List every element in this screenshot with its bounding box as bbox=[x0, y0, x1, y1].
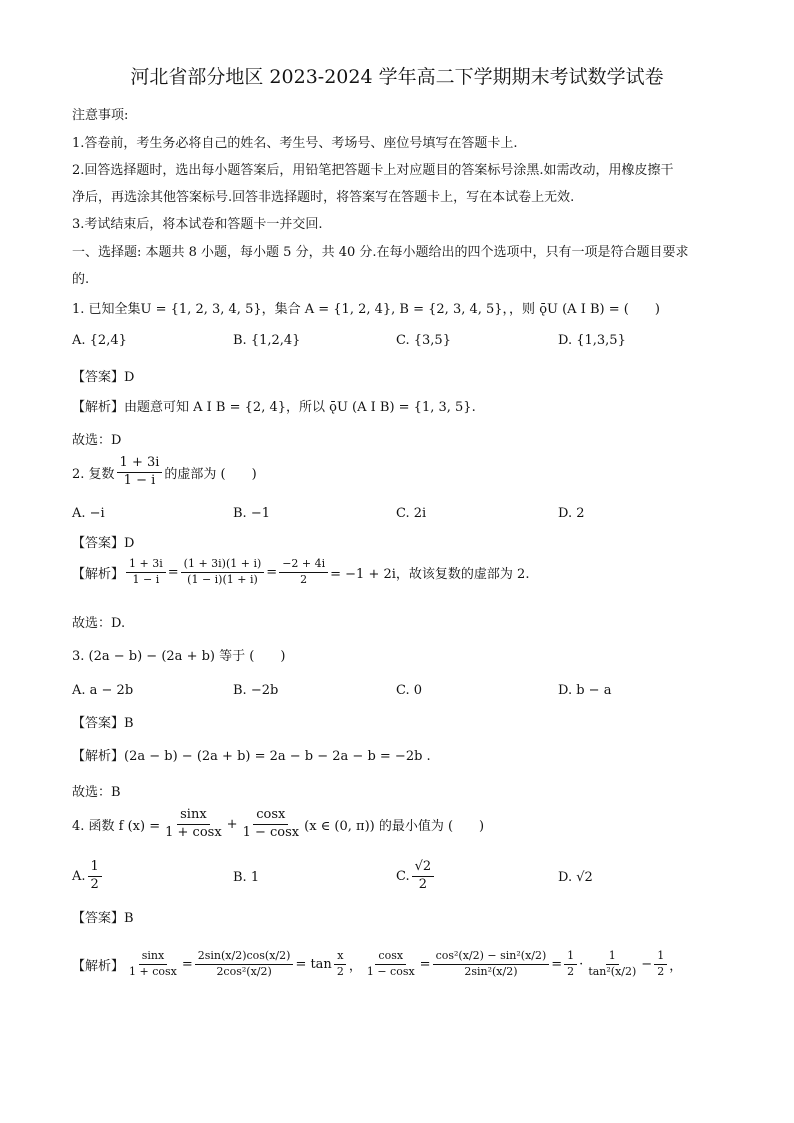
section-heading: 一、选择题: 本题共 8 小题，每小题 5 分，共 40 分.在每小题给出的四个选项中，只有一项是符合题目要求 bbox=[72, 245, 689, 260]
q4-analysis bbox=[72, 950, 682, 978]
note-line-1: 1.答卷前，考生务必将自己的姓名、考生号、考场号、座位号填写在答题卡上. bbox=[72, 136, 518, 151]
frac-den: 2sin²(x/2) bbox=[464, 964, 518, 978]
frac-num: (1 + 3i)(1 + i) bbox=[181, 558, 265, 573]
answer-label: 【答案】 bbox=[72, 911, 125, 926]
q1-analysis-text: 由题意可知 A I B = {2, 4}，所以 ǭU (A I B) = {1, 3, 5}. bbox=[124, 400, 476, 415]
frac-den: 2 bbox=[336, 964, 344, 978]
q2-option-b: B. −1 bbox=[233, 506, 270, 521]
q1-option-b: B. {1,2,4} bbox=[233, 333, 301, 348]
q2-an-frac-1 bbox=[126, 558, 166, 586]
q4-option-a-frac bbox=[88, 860, 102, 893]
frac-num: sinx bbox=[177, 808, 210, 825]
q4-an-frac-6 bbox=[564, 950, 577, 978]
q4-an-frac-5 bbox=[433, 950, 550, 978]
q4-option-d: D. √2 bbox=[558, 870, 593, 885]
frac-num: −2 + 4i bbox=[279, 558, 328, 573]
q2-option-a: A. −i bbox=[72, 506, 105, 521]
note-line-2: 2.回答选择题时，选出每小题答案后，用铅笔把答题卡上对应题目的答案标号涂黑.如需改动，用橡皮擦干 bbox=[72, 163, 674, 178]
analysis-label: 【解析】 bbox=[72, 749, 125, 764]
comma: ， bbox=[348, 958, 362, 974]
option-label: C. bbox=[396, 868, 410, 884]
q1-option-c: C. {3,5} bbox=[396, 333, 451, 348]
frac-den: 2 bbox=[567, 964, 575, 978]
frac-num: sinx bbox=[139, 950, 167, 965]
q2-frac-den: 1 − i bbox=[123, 472, 156, 488]
q4-stem-prefix: 4. 函数 f (x) = bbox=[72, 818, 161, 834]
q4-option-c bbox=[396, 860, 436, 893]
q4-option-b: B. 1 bbox=[233, 870, 260, 885]
q2-option-d: D. 2 bbox=[558, 506, 585, 521]
q3-answer bbox=[72, 712, 134, 731]
q4-option-c-frac bbox=[412, 860, 435, 893]
frac-num: 1 bbox=[88, 860, 102, 877]
section-heading-cont: 的. bbox=[72, 272, 90, 287]
q3-analysis-text: (2a − b) − (2a + b) = 2a − b − 2a − b = −2b . bbox=[124, 749, 431, 764]
equals: = bbox=[167, 564, 179, 580]
q2-option-c: C. 2i bbox=[396, 506, 427, 521]
note-line-4: 3.考试结束后，将本试卷和答题卡一并交回. bbox=[72, 217, 323, 232]
frac-num: 1 + 3i bbox=[126, 558, 166, 573]
frac-num: 1 bbox=[654, 950, 667, 965]
q2-choose bbox=[72, 612, 125, 631]
q3-option-d: D. b − a bbox=[558, 683, 612, 698]
equals: = bbox=[181, 956, 193, 972]
q4-option-a bbox=[72, 860, 104, 893]
q3-answer-value: B bbox=[124, 716, 134, 731]
q4-an-frac-3 bbox=[334, 950, 347, 978]
comma: ， bbox=[669, 958, 683, 974]
q3-option-c: C. 0 bbox=[396, 683, 423, 698]
equals: = bbox=[551, 956, 563, 972]
q3-option-a: A. a − 2b bbox=[72, 683, 134, 698]
frac-den: tan²(x/2) bbox=[588, 964, 637, 978]
frac-num: √2 bbox=[412, 860, 435, 877]
answer-label: 【答案】 bbox=[72, 370, 125, 385]
q2-stem-prefix: 2. 复数 bbox=[72, 466, 115, 482]
q1-answer bbox=[72, 366, 134, 385]
q4-answer bbox=[72, 907, 134, 926]
analysis-label: 【解析】 bbox=[72, 958, 125, 974]
choose-label: 故选： bbox=[72, 433, 112, 448]
frac-den: 2 bbox=[90, 876, 99, 892]
q3-choose bbox=[72, 781, 121, 800]
frac-num: 1 bbox=[606, 950, 619, 965]
q4-answer-value: B bbox=[124, 911, 134, 926]
frac-den: 1 − i bbox=[132, 572, 160, 586]
q4-an-frac-4 bbox=[364, 950, 418, 978]
q1-analysis bbox=[72, 396, 476, 415]
tan-text: = tan bbox=[295, 956, 332, 972]
frac-num: 1 bbox=[564, 950, 577, 965]
q4-an-frac-7 bbox=[585, 950, 639, 978]
q2-an-frac-3 bbox=[279, 558, 328, 586]
q4-stem bbox=[72, 808, 484, 841]
dot: · bbox=[579, 956, 584, 972]
answer-label: 【答案】 bbox=[72, 536, 125, 551]
frac-den: 2 bbox=[657, 964, 665, 978]
q4-an-frac-8 bbox=[654, 950, 667, 978]
q2-answer-value: D bbox=[124, 536, 135, 551]
frac-num: cosx bbox=[253, 808, 288, 825]
q4-frac-1 bbox=[162, 808, 225, 841]
frac-num: x bbox=[334, 950, 346, 965]
q2-an-tail: = −1 + 2i，故该复数的虚部为 2. bbox=[330, 566, 530, 582]
choose-label: 故选： bbox=[72, 616, 112, 631]
q4-an-frac-1 bbox=[126, 950, 180, 978]
frac-num: 2sin(x/2)cos(x/2) bbox=[195, 950, 294, 965]
analysis-label: 【解析】 bbox=[72, 566, 125, 582]
frac-num: cos²(x/2) − sin²(x/2) bbox=[433, 950, 550, 965]
q2-analysis bbox=[72, 558, 529, 586]
frac-den: 1 − cosx bbox=[366, 964, 415, 978]
q2-an-frac-2 bbox=[181, 558, 265, 586]
q2-choose-value: D. bbox=[111, 616, 126, 631]
equals: = bbox=[266, 564, 278, 580]
q4-frac-2 bbox=[240, 808, 303, 841]
minus: − bbox=[641, 956, 653, 972]
equals: = bbox=[419, 956, 431, 972]
q2-fraction bbox=[117, 456, 163, 489]
frac-den: 2 bbox=[300, 572, 308, 586]
notes-heading: 注意事项: bbox=[72, 108, 129, 123]
frac-den: 2 bbox=[418, 876, 428, 892]
q2-answer bbox=[72, 532, 134, 551]
q3-choose-value: B bbox=[111, 785, 121, 800]
option-label: A. bbox=[72, 868, 86, 884]
frac-den: 2cos²(x/2) bbox=[216, 964, 272, 978]
q4-an-frac-2 bbox=[195, 950, 294, 978]
q1-option-a: A. {2,4} bbox=[72, 333, 127, 348]
q2-stem bbox=[72, 456, 257, 489]
note-line-3: 净后，再选涂其他答案标号.回答非选择题时，将答案写在答题卡上，写在本试卷上无效. bbox=[72, 190, 575, 205]
q3-option-b: B. −2b bbox=[233, 683, 279, 698]
frac-den: (1 − i)(1 + i) bbox=[187, 572, 258, 586]
q1-choose bbox=[72, 429, 121, 448]
frac-den: 1 + cosx bbox=[165, 824, 222, 840]
frac-num: cosx bbox=[375, 950, 406, 965]
frac-den: 1 − cosx bbox=[242, 824, 300, 840]
q3-stem: 3. (2a − b) − (2a + b) 等于 ( ) bbox=[72, 649, 286, 664]
analysis-label: 【解析】 bbox=[72, 400, 125, 415]
plus: + bbox=[226, 816, 238, 832]
q2-frac-num: 1 + 3i bbox=[117, 456, 163, 473]
answer-label: 【答案】 bbox=[72, 716, 125, 731]
frac-den: 1 + cosx bbox=[129, 964, 177, 978]
q3-analysis bbox=[72, 745, 431, 764]
q1-choose-value: D bbox=[111, 433, 122, 448]
q4-stem-suffix: (x ∈ (0, π)) 的最小值为 ( ) bbox=[304, 818, 485, 834]
q2-stem-suffix: 的虚部为 ( ) bbox=[164, 466, 257, 482]
q1-answer-value: D bbox=[124, 370, 135, 385]
page-title: 河北省部分地区 2023-2024 学年高二下学期期末考试数学试卷 bbox=[130, 66, 664, 88]
q1-stem: 1. 已知全集U = {1, 2, 3, 4, 5}，集合 A = {1, 2, 4}, B = {2, 3, 4, 5}，，则 ǭU (A I B) = ( ) bbox=[72, 302, 660, 317]
choose-label: 故选： bbox=[72, 785, 112, 800]
q1-option-d: D. {1,3,5} bbox=[558, 333, 626, 348]
